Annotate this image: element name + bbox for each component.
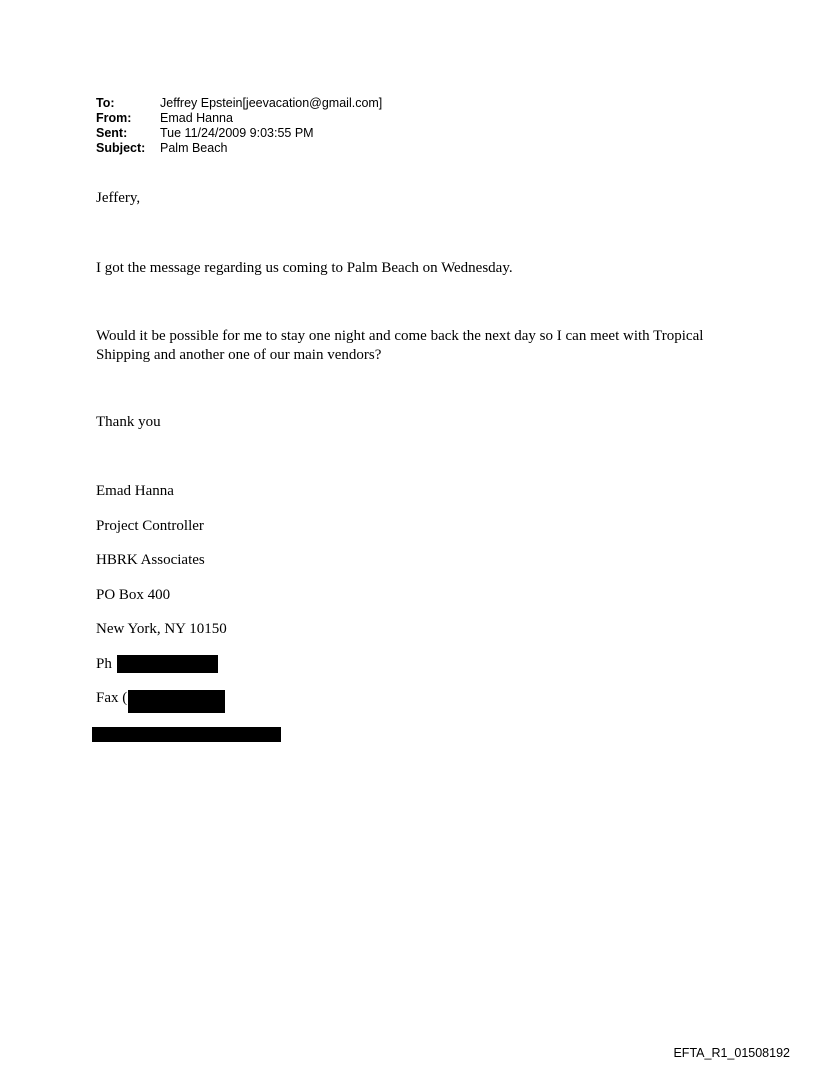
to-value: Jeffrey Epstein[jeevacation@gmail.com] xyxy=(160,96,383,110)
signature-title: Project Controller xyxy=(96,518,204,534)
signature-company: HBRK Associates xyxy=(96,552,205,568)
subject-label: Subject: xyxy=(96,141,146,155)
signature-name: Emad Hanna xyxy=(96,483,174,499)
sent-row xyxy=(96,126,382,141)
body-paragraph-1: I got the message regarding us coming to Palm Beach on Wednesday. xyxy=(96,260,513,276)
fax-label: Fax ( xyxy=(96,690,128,706)
sent-value: Tue 11/24/2009 9:03:55 PM xyxy=(160,126,314,140)
signature-address-line-1: PO Box 400 xyxy=(96,587,171,603)
body-paragraph-2: Would it be possible for me to stay one night and come back the next day so I can meet with Tropical Shipping and another one of our main vendors? xyxy=(96,328,704,363)
closing: Thank you xyxy=(96,414,161,430)
subject-value: Palm Beach xyxy=(160,141,228,155)
to-label: To: xyxy=(96,96,115,110)
email-redaction-box xyxy=(92,727,281,742)
to-row xyxy=(96,96,382,111)
from-row xyxy=(96,111,382,126)
subject-row xyxy=(96,141,382,156)
sent-label: Sent: xyxy=(96,126,128,140)
phone-label: Ph xyxy=(96,656,112,672)
document-id: EFTA_R1_01508192 xyxy=(673,1046,790,1060)
signature-address-line-2: New York, NY 10150 xyxy=(96,621,227,637)
greeting: Jeffery, xyxy=(96,190,141,206)
from-label: From: xyxy=(96,111,132,125)
fax-redaction-box xyxy=(128,690,225,713)
phone-redaction-box xyxy=(117,655,218,673)
from-value: Emad Hanna xyxy=(160,111,233,125)
email-header xyxy=(96,96,382,156)
